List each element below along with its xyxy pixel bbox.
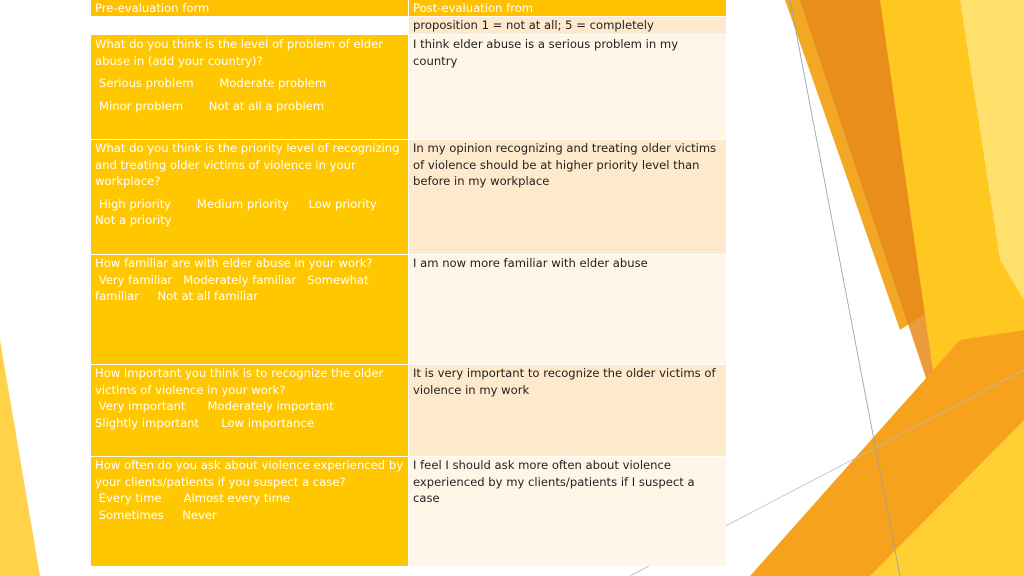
question-text-1: What do you think is the level of problem of elder abuse in (add your country)?	[95, 37, 384, 68]
option-medium-priority: Medium priority	[196, 196, 289, 211]
scale-row-left	[91, 17, 408, 34]
options-1	[95, 75, 404, 114]
question-text-2: What do you think is the priority level of recognizing and treating older victims of violence in your workplace?	[95, 141, 400, 188]
statement-cell-1	[409, 35, 726, 139]
question-text-4: How important you think is to recognize the older victims of violence in your work?	[95, 366, 384, 397]
question-text-3: How familiar are with elder abuse in your work?	[95, 256, 373, 270]
option-high-priority: High priority	[99, 196, 172, 211]
scale-note	[409, 17, 726, 34]
statement-text-1: I think elder abuse is a serious problem in my country	[413, 37, 679, 68]
question-cell-3	[91, 255, 408, 364]
options-2	[95, 196, 404, 229]
option-minor-problem: Minor problem	[99, 98, 184, 113]
scale-note-text: proposition 1 = not at all; 5 = completely	[413, 18, 654, 32]
statement-cell-4	[409, 365, 726, 456]
question-text-5: How often do you ask about violence experienced by your clients/patients if you suspect a case?	[95, 458, 404, 489]
bg-shape-left-sliver	[0, 340, 40, 576]
question-cell-1	[91, 35, 408, 139]
options-4-line1: Very important Moderately important	[95, 399, 334, 413]
statement-cell-2	[409, 140, 726, 254]
options-5-line1: Every time Almost every time	[95, 491, 291, 505]
option-low-priority: Low priority	[308, 196, 377, 211]
header-post-evaluation	[409, 0, 726, 16]
question-cell-4	[91, 365, 408, 456]
option-not-a-priority: Not a priority	[95, 213, 172, 227]
statement-text-4: It is very important to recognize the older victims of violence in my work	[413, 366, 716, 397]
option-serious-problem: Serious problem	[99, 76, 194, 90]
question-cell-5	[91, 457, 408, 566]
statement-text-2: In my opinion recognizing and treating older victims of violence should be at higher priority level than before in my workplace	[413, 141, 717, 188]
statement-text-5: I feel I should ask more often about violence experienced by my clients/patients if I suspect a case	[413, 458, 695, 505]
statement-cell-3	[409, 255, 726, 364]
options-3: Very familiar Moderately familiar Somewhat familiar Not at all familiar	[95, 272, 373, 303]
evaluation-table	[91, 0, 726, 566]
header-pre-evaluation	[91, 0, 408, 16]
header-post-label: Post-evaluation from	[413, 1, 534, 15]
option-not-a-problem: Not at all a problem	[208, 98, 325, 113]
header-pre-label: Pre-evaluation form	[95, 1, 210, 15]
options-4-line2: Slightly important Low importance	[95, 415, 314, 430]
statement-text-3: I am now more familiar with elder abuse	[413, 256, 648, 270]
statement-cell-5	[409, 457, 726, 566]
options-5-line2: Sometimes Never	[95, 507, 217, 522]
question-cell-2	[91, 140, 408, 254]
option-moderate-problem: Moderate problem	[219, 76, 327, 90]
